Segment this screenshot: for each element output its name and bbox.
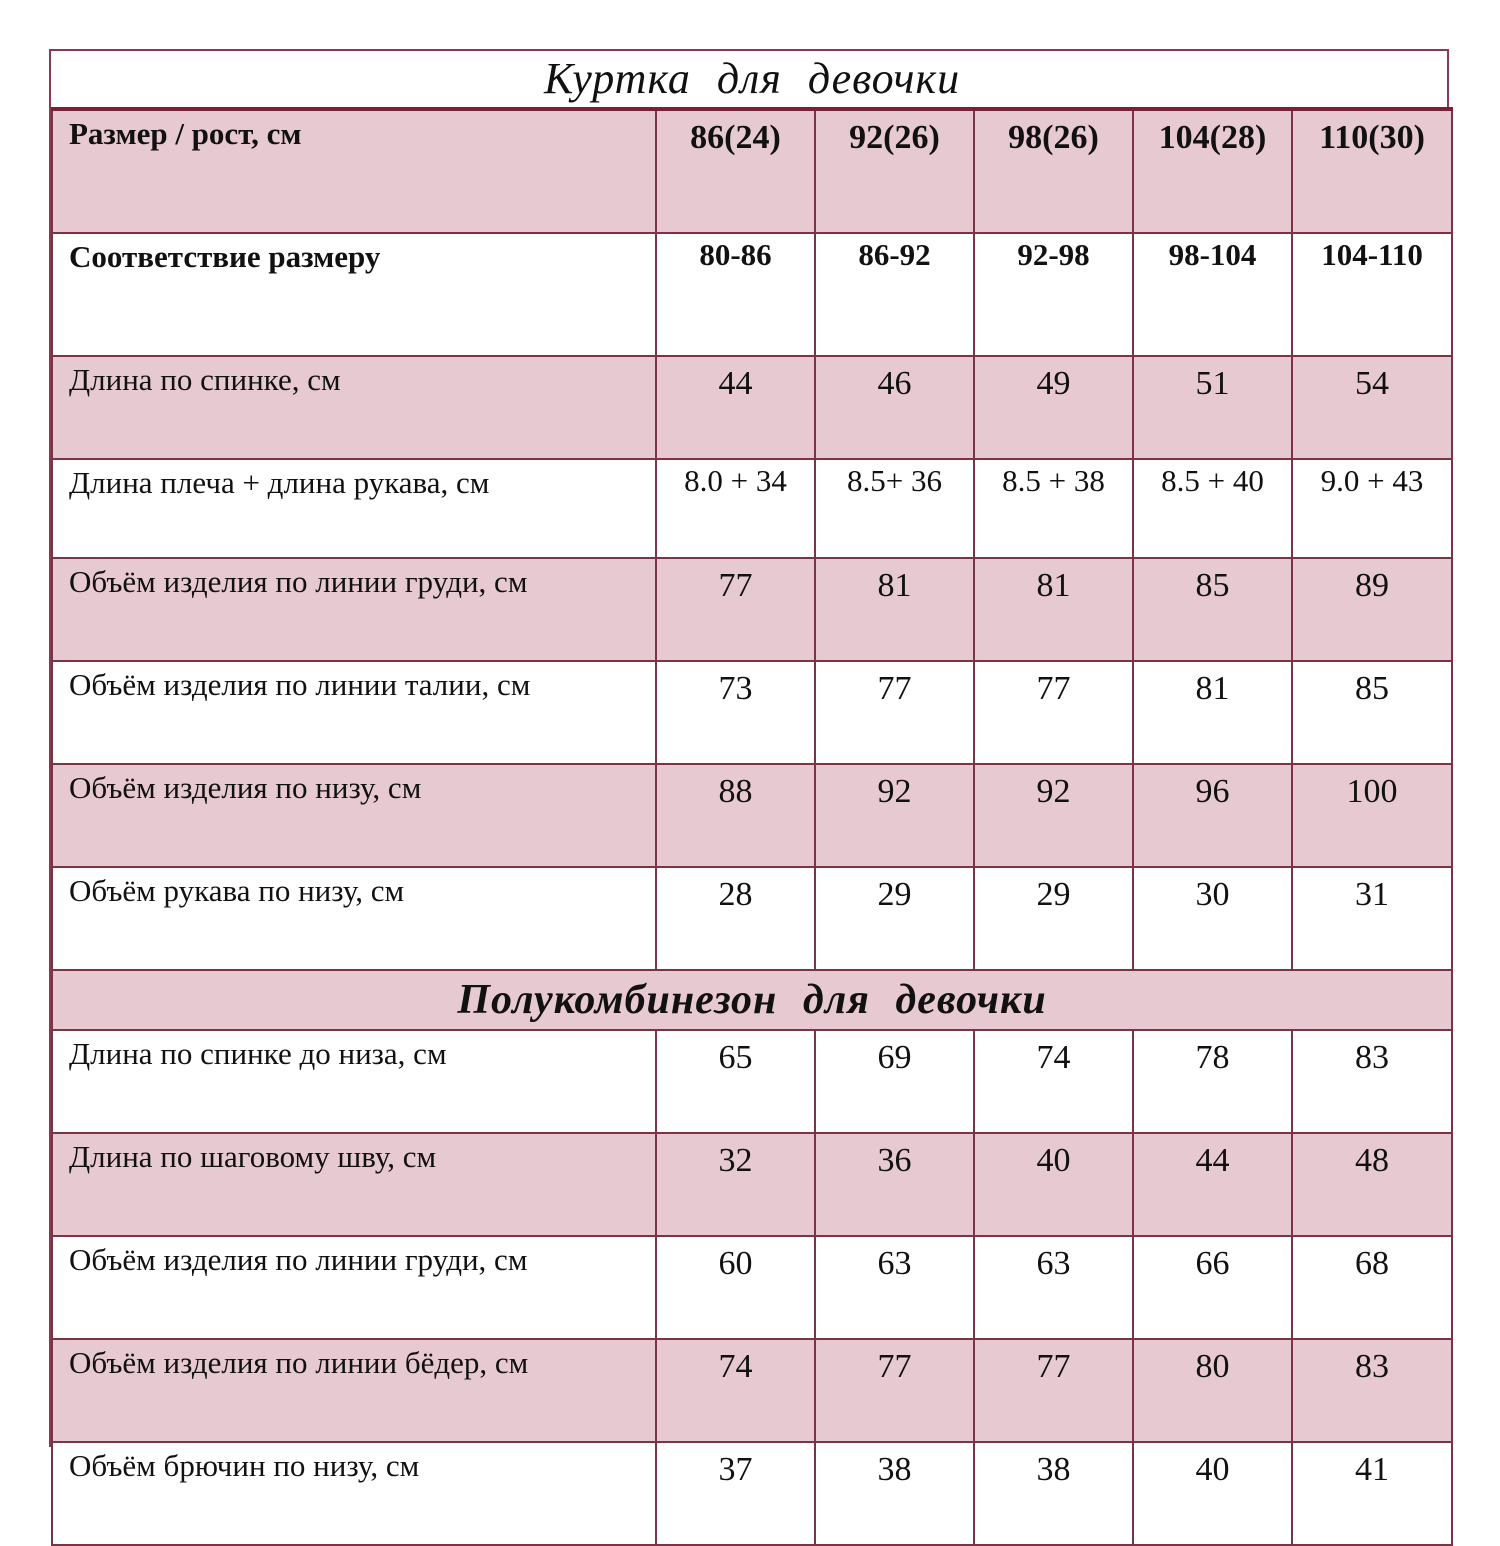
row-value: 80-86 xyxy=(656,233,815,356)
row-value: 78 xyxy=(1133,1030,1292,1133)
row-value: 29 xyxy=(815,867,974,970)
row-label: Объём брючин по низу, см xyxy=(52,1442,656,1545)
row-label: Объём рукава по низу, см xyxy=(52,867,656,970)
row-value: 8.5 + 40 xyxy=(1133,459,1292,558)
row-value: 37 xyxy=(656,1442,815,1545)
table-row xyxy=(52,356,1452,459)
row-value: 60 xyxy=(656,1236,815,1339)
row-label: Объём изделия по линии груди, см xyxy=(52,1236,656,1339)
row-label: Длина по шаговому шву, см xyxy=(52,1133,656,1236)
size-header-row xyxy=(52,109,1452,233)
row-value: 32 xyxy=(656,1133,815,1236)
table-row xyxy=(52,558,1452,661)
size-header-cell: 86(24) xyxy=(656,109,815,233)
row-value: 8.5 + 38 xyxy=(974,459,1133,558)
size-header-cell: 92(26) xyxy=(815,109,974,233)
row-value: 66 xyxy=(1133,1236,1292,1339)
row-value: 77 xyxy=(815,1339,974,1442)
overalls-title-row xyxy=(52,970,1452,1030)
row-value: 38 xyxy=(974,1442,1133,1545)
size-header-cell: 110(30) xyxy=(1292,109,1452,233)
row-value: 74 xyxy=(974,1030,1133,1133)
row-value: 104-110 xyxy=(1292,233,1452,356)
size-header-label: Размер / рост, см xyxy=(52,109,656,233)
row-value: 29 xyxy=(974,867,1133,970)
row-value: 44 xyxy=(656,356,815,459)
jacket-title-row xyxy=(52,51,1452,109)
row-value: 100 xyxy=(1292,764,1452,867)
row-label: Объём изделия по линии груди, см xyxy=(52,558,656,661)
row-value: 89 xyxy=(1292,558,1452,661)
row-value: 36 xyxy=(815,1133,974,1236)
row-label: Объём изделия по линии бёдер, см xyxy=(52,1339,656,1442)
row-value: 96 xyxy=(1133,764,1292,867)
table-row xyxy=(52,233,1452,356)
row-label: Длина по спинке до низа, см xyxy=(52,1030,656,1133)
row-value: 38 xyxy=(815,1442,974,1545)
table-row xyxy=(52,1339,1452,1442)
row-value: 44 xyxy=(1133,1133,1292,1236)
row-value: 63 xyxy=(974,1236,1133,1339)
table-row xyxy=(52,1442,1452,1545)
row-value: 88 xyxy=(656,764,815,867)
row-value: 30 xyxy=(1133,867,1292,970)
row-value: 77 xyxy=(974,661,1133,764)
row-label: Длина плеча + длина рукава, см xyxy=(52,459,656,558)
size-chart xyxy=(49,49,1449,1488)
row-label: Объём изделия по низу, см xyxy=(52,764,656,867)
row-label: Соответствие размеру xyxy=(52,233,656,356)
table-row xyxy=(52,867,1452,970)
row-value: 40 xyxy=(1133,1442,1292,1545)
size-header-cell: 104(28) xyxy=(1133,109,1292,233)
row-value: 54 xyxy=(1292,356,1452,459)
row-value: 81 xyxy=(815,558,974,661)
row-value: 28 xyxy=(656,867,815,970)
row-value: 92-98 xyxy=(974,233,1133,356)
row-value: 81 xyxy=(974,558,1133,661)
row-value: 77 xyxy=(656,558,815,661)
row-value: 68 xyxy=(1292,1236,1452,1339)
row-value: 51 xyxy=(1133,356,1292,459)
row-value: 73 xyxy=(656,661,815,764)
table-row xyxy=(52,764,1452,867)
size-table xyxy=(51,51,1453,1546)
row-value: 40 xyxy=(974,1133,1133,1236)
jacket-title: Куртка для девочки xyxy=(52,51,1452,109)
row-value: 74 xyxy=(656,1339,815,1442)
row-value: 81 xyxy=(1133,661,1292,764)
row-value: 69 xyxy=(815,1030,974,1133)
row-value: 49 xyxy=(974,356,1133,459)
row-value: 8.0 + 34 xyxy=(656,459,815,558)
row-value: 46 xyxy=(815,356,974,459)
row-value: 83 xyxy=(1292,1339,1452,1442)
row-value: 92 xyxy=(974,764,1133,867)
table-row xyxy=(52,1030,1452,1133)
table-row xyxy=(52,1236,1452,1339)
row-value: 85 xyxy=(1133,558,1292,661)
row-value: 92 xyxy=(815,764,974,867)
row-value: 65 xyxy=(656,1030,815,1133)
row-value: 63 xyxy=(815,1236,974,1339)
table-row xyxy=(52,1133,1452,1236)
row-value: 48 xyxy=(1292,1133,1452,1236)
row-value: 80 xyxy=(1133,1339,1292,1442)
row-value: 86-92 xyxy=(815,233,974,356)
size-header-cell: 98(26) xyxy=(974,109,1133,233)
row-value: 77 xyxy=(815,661,974,764)
overalls-title: Полукомбинезон для девочки xyxy=(52,970,1452,1030)
row-value: 83 xyxy=(1292,1030,1452,1133)
row-value: 98-104 xyxy=(1133,233,1292,356)
table-row xyxy=(52,459,1452,558)
row-value: 85 xyxy=(1292,661,1452,764)
row-value: 77 xyxy=(974,1339,1133,1442)
row-label: Длина по спинке, см xyxy=(52,356,656,459)
row-value: 9.0 + 43 xyxy=(1292,459,1452,558)
row-value: 31 xyxy=(1292,867,1452,970)
row-value: 8.5+ 36 xyxy=(815,459,974,558)
row-value: 41 xyxy=(1292,1442,1452,1545)
table-row xyxy=(52,661,1452,764)
row-label: Объём изделия по линии талии, см xyxy=(52,661,656,764)
